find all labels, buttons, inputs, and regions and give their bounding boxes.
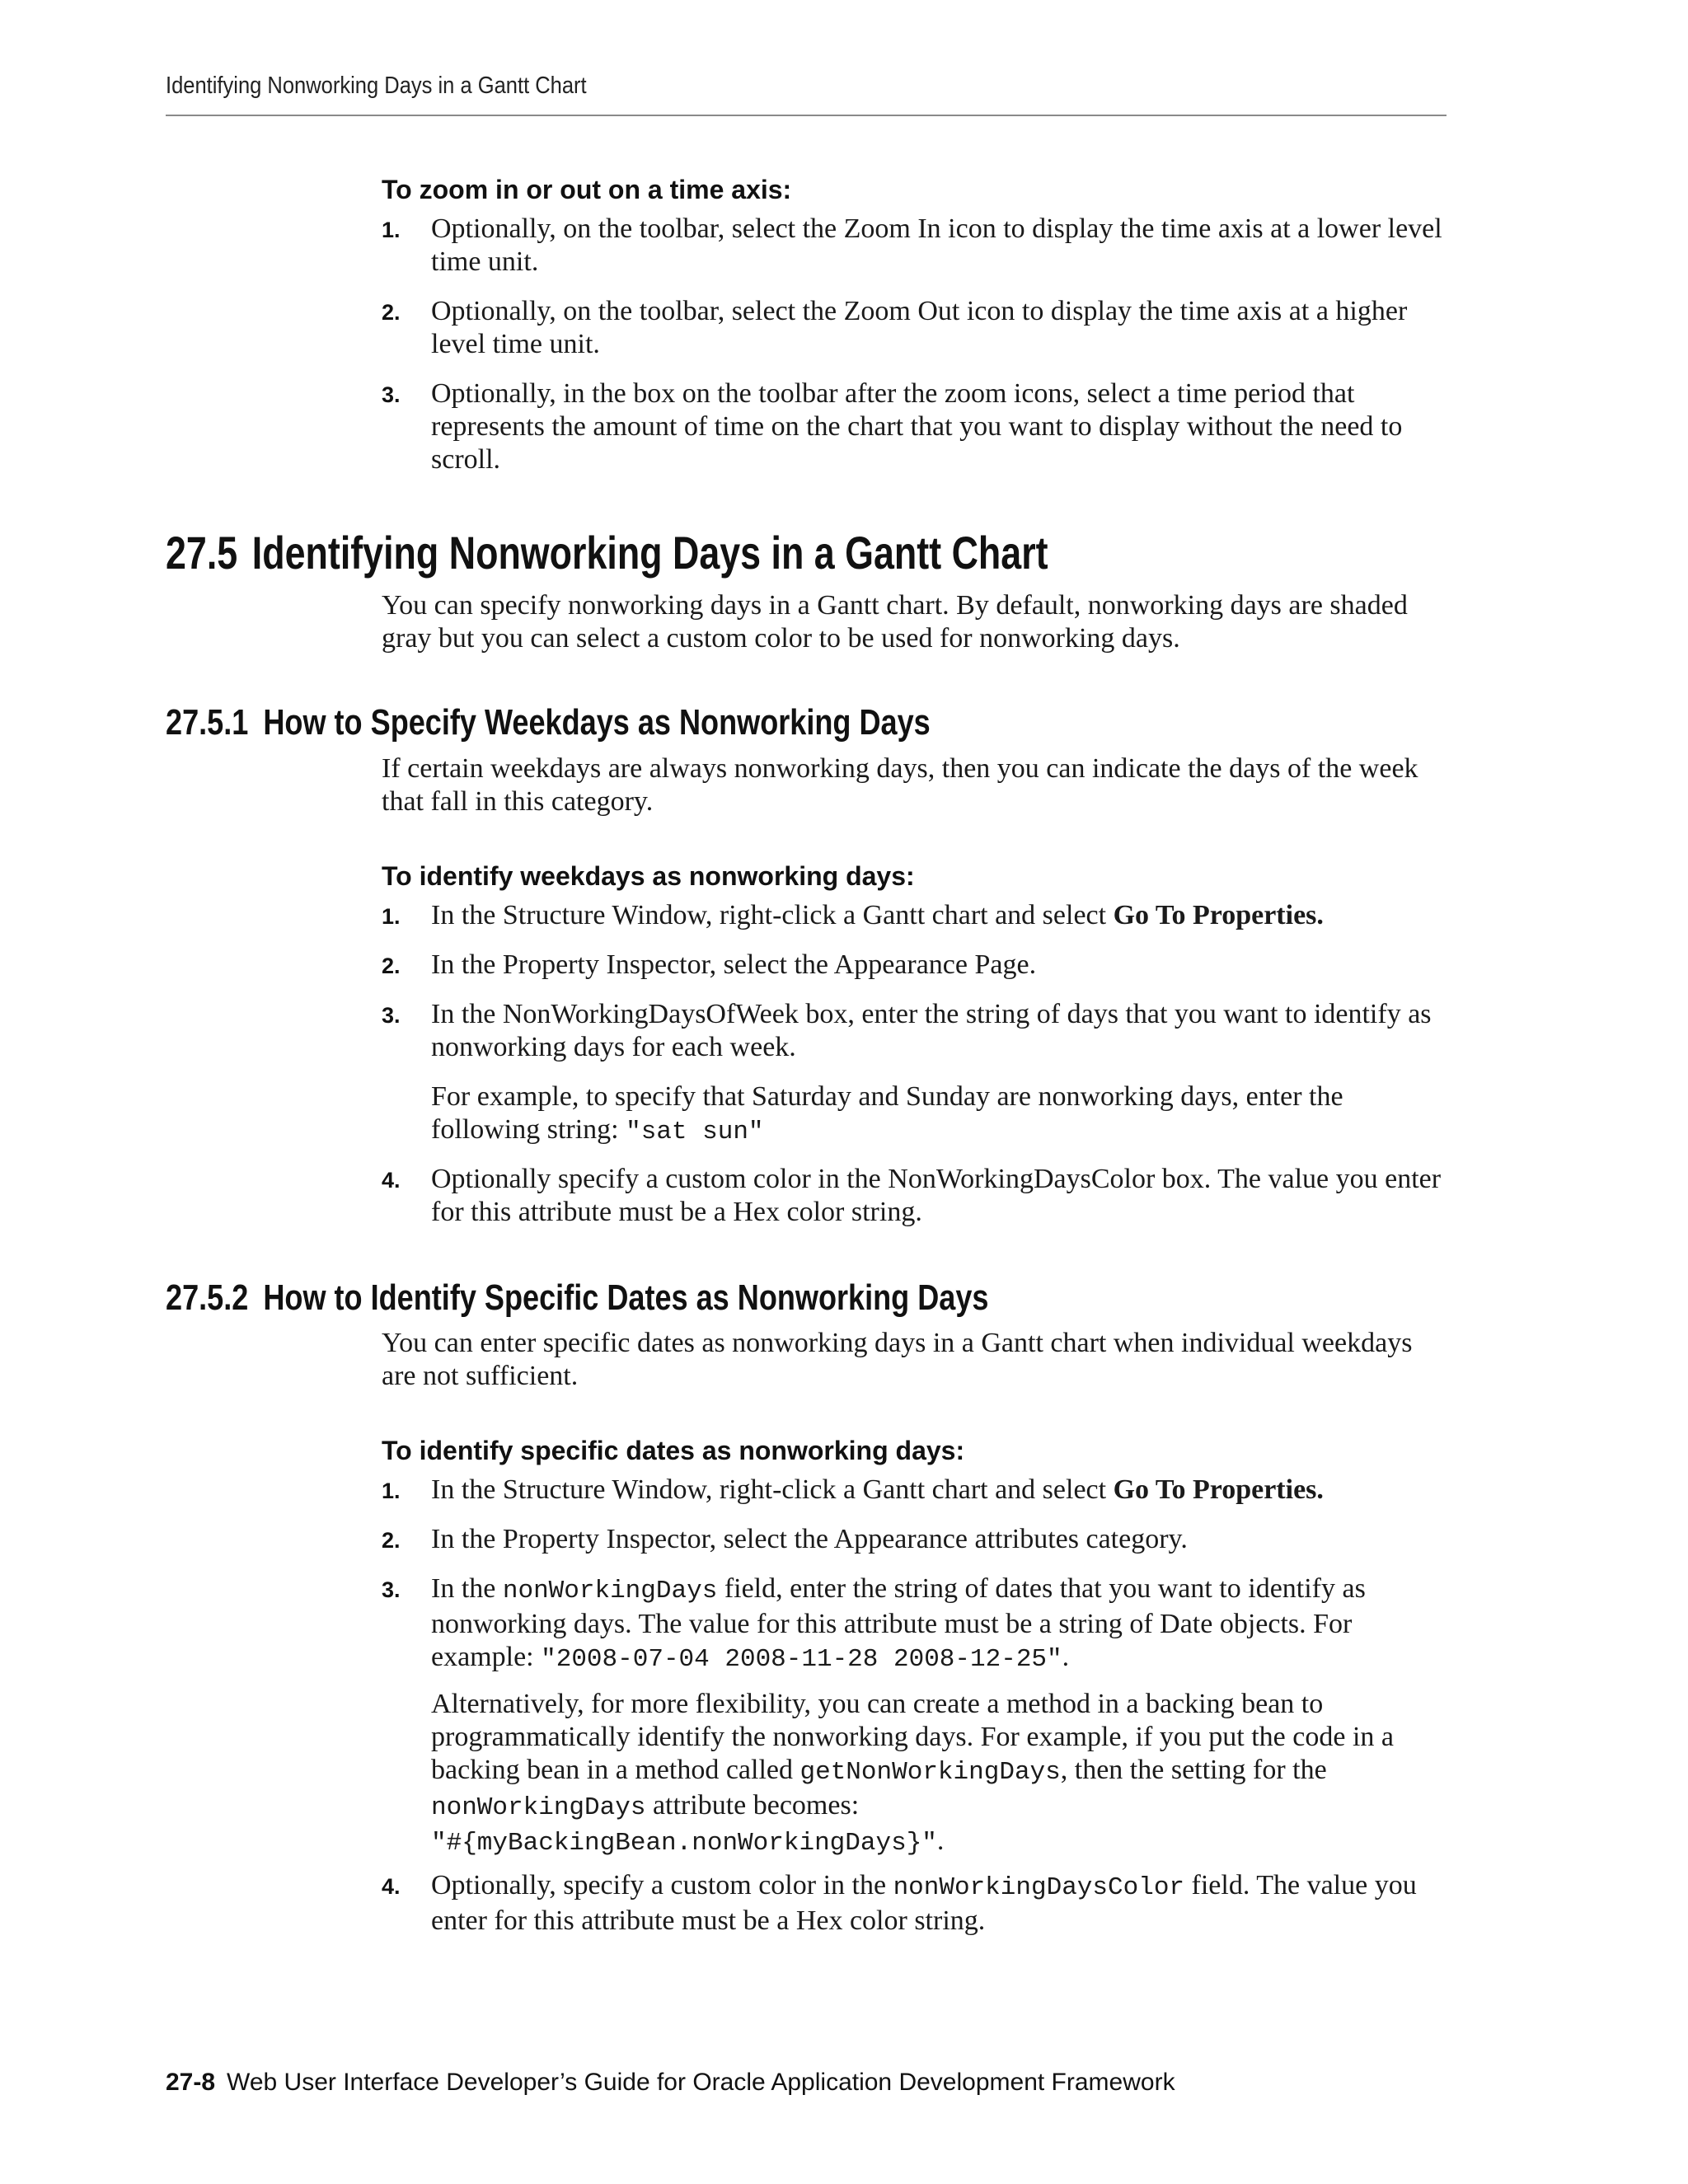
step-text: Optionally, on the toolbar, select the Zoom In icon to display the time axis at a lower level time unit. bbox=[431, 213, 1442, 277]
step-text: Optionally, on the toolbar, select the Zoom Out icon to display the time axis at a higher level time unit. bbox=[431, 296, 1408, 359]
step-text: In the NonWorkingDaysOfWeek box, enter the string of days that you want to identify as nonworking days for each week. bbox=[431, 999, 1432, 1062]
section-heading bbox=[166, 526, 1048, 579]
text-part: . bbox=[936, 1825, 945, 1856]
text-part: Alternatively, for more flexibility, you can create a method in a backing bean to programmatically identify the nonworking days. For example, if you put the code in a backing bean in a method called bbox=[431, 1689, 1394, 1785]
text-part: , then the setting for the bbox=[1060, 1755, 1327, 1785]
go-to-properties-label: Go To Properties. bbox=[1113, 900, 1324, 930]
step-number: 4. bbox=[382, 1874, 401, 1899]
subsection-1-intro: If certain weekdays are always nonworking days, then you can indicate the days of the week that fall in this category. bbox=[382, 753, 1418, 817]
dates-procedure-title: To identify specific dates as nonworking days: bbox=[382, 1436, 965, 1465]
page-number: 27-8 bbox=[166, 2069, 216, 2096]
weekdays-step-3-example bbox=[431, 1080, 1453, 1149]
subsection-number: 27.5.2 bbox=[166, 1277, 249, 1318]
code-nonworkingdayscolor: nonWorkingDaysColor bbox=[893, 1873, 1185, 1902]
step-number: 2. bbox=[382, 1528, 401, 1553]
code-nonworkingdays: nonWorkingDays bbox=[502, 1577, 718, 1605]
step-text: In the Property Inspector, select the Appearance attributes category. bbox=[431, 1524, 1188, 1554]
step-text-plain: In the Structure Window, right-click a Gantt chart and select bbox=[431, 900, 1114, 930]
subsection-title: How to Identify Specific Dates as Nonworking Days bbox=[263, 1277, 989, 1318]
step-text bbox=[431, 899, 1453, 932]
subsection-heading-1 bbox=[166, 702, 931, 743]
example-text: For example, to specify that Saturday and Sunday are nonworking days, enter the following string: bbox=[431, 1081, 1343, 1145]
page-footer bbox=[166, 2069, 1175, 2097]
step-number: 2. bbox=[382, 300, 401, 325]
step-number: 3. bbox=[382, 1003, 401, 1028]
code-el-expression: "#{myBackingBean.nonWorkingDays}" bbox=[431, 1829, 937, 1858]
text-part: field. The value you enter for this attribute must be a Hex color string. bbox=[431, 1870, 1417, 1936]
step-text bbox=[431, 1474, 1453, 1507]
step-number: 1. bbox=[382, 1479, 401, 1503]
text-part: Optionally, specify a custom color in the bbox=[431, 1870, 893, 1900]
step-number: 2. bbox=[382, 954, 401, 978]
section-intro: You can specify nonworking days in a Gantt chart. By default, nonworking days are shaded gray but you can select a custom color to be used for nonworking days. bbox=[382, 590, 1408, 654]
step-text-plain: In the Structure Window, right-click a Gantt chart and select bbox=[431, 1474, 1114, 1505]
text-part: In the bbox=[431, 1573, 503, 1604]
text-part: . bbox=[1062, 1642, 1070, 1672]
step-number: 1. bbox=[382, 904, 401, 929]
code-getnonworkingdays: getNonWorkingDays bbox=[799, 1758, 1061, 1787]
header-rule bbox=[166, 115, 1447, 116]
section-number: 27.5 bbox=[166, 527, 238, 579]
running-header: Identifying Nonworking Days in a Gantt Chart bbox=[166, 73, 587, 99]
step-number: 4. bbox=[382, 1168, 401, 1193]
example-code: "sat sun" bbox=[626, 1118, 764, 1146]
section-title: Identifying Nonworking Days in a Gantt Chart bbox=[251, 527, 1048, 579]
dates-step-3-alternative bbox=[431, 1688, 1453, 1860]
weekdays-procedure-title: To identify weekdays as nonworking days: bbox=[382, 861, 915, 891]
subsection-heading-2 bbox=[166, 1277, 989, 1319]
code-nonworkingdays: nonWorkingDays bbox=[431, 1793, 646, 1822]
book-title: Web User Interface Developer’s Guide for Oracle Application Development Framework bbox=[227, 2069, 1175, 2096]
zoom-procedure-title: To zoom in or out on a time axis: bbox=[382, 175, 792, 204]
go-to-properties-label: Go To Properties. bbox=[1113, 1474, 1324, 1505]
step-text: In the Property Inspector, select the Appearance Page. bbox=[431, 949, 1037, 980]
text-part: attribute becomes: bbox=[645, 1790, 860, 1821]
subsection-2-intro: You can enter specific dates as nonworking days in a Gantt chart when individual weekdays are not sufficient. bbox=[382, 1328, 1413, 1391]
subsection-title: How to Specify Weekdays as Nonworking Days bbox=[263, 702, 931, 743]
step-number: 3. bbox=[382, 382, 401, 407]
step-text bbox=[431, 1869, 1453, 1938]
text-part: field, enter the string of dates that you want to identify as nonworking days. The value for this attribute must be a string of Date objects. For example: bbox=[431, 1573, 1366, 1672]
code-date-string: "2008-07-04 2008-11-28 2008-12-25" bbox=[541, 1645, 1062, 1674]
step-text: Optionally, in the box on the toolbar after the zoom icons, select a time period that represents the amount of time on the chart that you want to display without the need to scroll. bbox=[431, 378, 1403, 475]
step-number: 1. bbox=[382, 218, 401, 242]
subsection-number: 27.5.1 bbox=[166, 702, 249, 743]
step-text: Optionally specify a custom color in the NonWorkingDaysColor box. The value you enter for this attribute must be a Hex color string. bbox=[431, 1164, 1442, 1227]
step-text bbox=[431, 1572, 1453, 1676]
step-number: 3. bbox=[382, 1577, 401, 1602]
